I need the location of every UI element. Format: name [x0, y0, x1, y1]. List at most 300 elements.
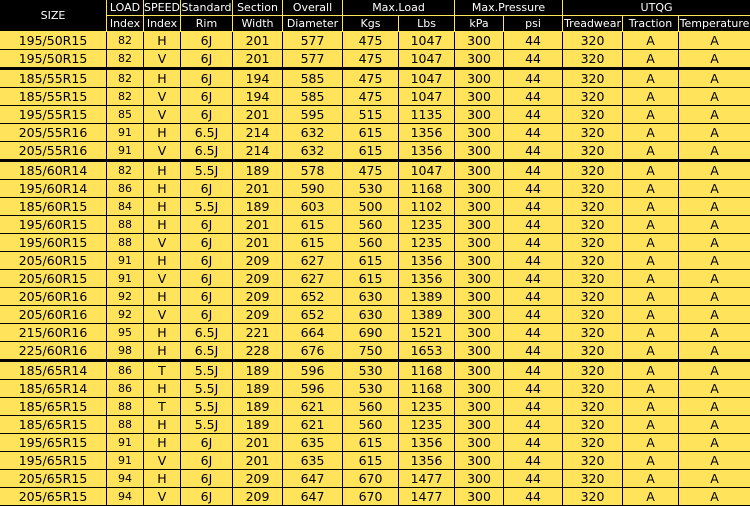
cell-load-index: 88: [107, 234, 144, 252]
cell-overall-diameter: 585: [283, 68, 343, 88]
cell-speed-index: V: [144, 50, 181, 68]
cell-size: 205/55R16: [0, 124, 107, 142]
cell-traction: A: [623, 470, 679, 488]
cell-load-index: 91: [107, 270, 144, 288]
cell-max-pressure-kpa: 300: [455, 50, 504, 68]
cell-max-load-kgs: 615: [343, 434, 399, 452]
cell-max-pressure-kpa: 300: [455, 106, 504, 124]
cell-max-pressure-kpa: 300: [455, 380, 504, 398]
table-row: [0, 142, 750, 160]
cell-size: 185/55R15: [0, 88, 107, 106]
cell-standard-rim: 6J: [181, 88, 233, 106]
cell-temperature: A: [679, 416, 750, 434]
table-row: [0, 68, 750, 88]
cell-size: 185/65R15: [0, 416, 107, 434]
cell-max-pressure-psi: 44: [504, 32, 563, 50]
cell-traction: A: [623, 398, 679, 416]
cell-max-load-lbs: 1047: [399, 32, 455, 50]
cell-traction: A: [623, 488, 679, 506]
cell-max-pressure-psi: 44: [504, 380, 563, 398]
cell-load-index: 84: [107, 198, 144, 216]
cell-standard-rim: 6.5J: [181, 324, 233, 342]
cell-max-pressure-kpa: 300: [455, 234, 504, 252]
cell-speed-index: H: [144, 252, 181, 270]
cell-speed-index: H: [144, 380, 181, 398]
cell-load-index: 85: [107, 106, 144, 124]
cell-traction: A: [623, 306, 679, 324]
cell-treadwear: 320: [563, 50, 623, 68]
cell-max-pressure-kpa: 300: [455, 252, 504, 270]
cell-standard-rim: 6J: [181, 216, 233, 234]
cell-treadwear: 320: [563, 488, 623, 506]
cell-overall-diameter: 596: [283, 360, 343, 380]
cell-temperature: A: [679, 380, 750, 398]
cell-size: 195/60R15: [0, 216, 107, 234]
cell-standard-rim: 6J: [181, 270, 233, 288]
cell-treadwear: 320: [563, 306, 623, 324]
cell-standard-rim: 5.5J: [181, 198, 233, 216]
cell-max-load-lbs: 1235: [399, 234, 455, 252]
cell-standard-rim: 6J: [181, 488, 233, 506]
cell-treadwear: 320: [563, 470, 623, 488]
cell-treadwear: 320: [563, 434, 623, 452]
cell-section-width: 209: [233, 288, 283, 306]
cell-max-pressure-kpa: 300: [455, 32, 504, 50]
cell-speed-index: V: [144, 106, 181, 124]
cell-temperature: A: [679, 270, 750, 288]
cell-max-pressure-kpa: 300: [455, 416, 504, 434]
table-row: [0, 198, 750, 216]
cell-max-load-lbs: 1653: [399, 342, 455, 360]
cell-overall-diameter: 647: [283, 470, 343, 488]
cell-temperature: A: [679, 288, 750, 306]
cell-speed-index: H: [144, 180, 181, 198]
cell-temperature: A: [679, 180, 750, 198]
cell-max-load-lbs: 1047: [399, 88, 455, 106]
cell-traction: A: [623, 160, 679, 180]
cell-max-load-lbs: 1047: [399, 160, 455, 180]
cell-temperature: A: [679, 88, 750, 106]
cell-max-load-kgs: 615: [343, 124, 399, 142]
cell-max-load-lbs: 1168: [399, 180, 455, 198]
cell-max-load-kgs: 615: [343, 452, 399, 470]
cell-max-pressure-psi: 44: [504, 50, 563, 68]
cell-max-load-lbs: 1047: [399, 50, 455, 68]
cell-max-pressure-kpa: 300: [455, 342, 504, 360]
cell-temperature: A: [679, 252, 750, 270]
cell-section-width: 209: [233, 470, 283, 488]
cell-max-pressure-psi: 44: [504, 198, 563, 216]
cell-overall-diameter: 635: [283, 452, 343, 470]
cell-max-pressure-psi: 44: [504, 324, 563, 342]
col-rim-subheader: Rim: [181, 16, 233, 32]
cell-standard-rim: 5.5J: [181, 380, 233, 398]
cell-temperature: A: [679, 488, 750, 506]
col-load-header: LOAD: [107, 0, 144, 16]
cell-temperature: A: [679, 306, 750, 324]
cell-max-load-kgs: 560: [343, 216, 399, 234]
cell-load-index: 82: [107, 160, 144, 180]
cell-size: 205/60R15: [0, 270, 107, 288]
cell-standard-rim: 6J: [181, 68, 233, 88]
cell-max-load-lbs: 1477: [399, 470, 455, 488]
cell-size: 195/60R15: [0, 234, 107, 252]
table-row: [0, 434, 750, 452]
cell-size: 195/50R15: [0, 50, 107, 68]
cell-standard-rim: 6J: [181, 288, 233, 306]
cell-load-index: 92: [107, 306, 144, 324]
cell-temperature: A: [679, 32, 750, 50]
cell-speed-index: V: [144, 270, 181, 288]
cell-overall-diameter: 603: [283, 198, 343, 216]
cell-max-load-kgs: 630: [343, 288, 399, 306]
cell-max-pressure-psi: 44: [504, 216, 563, 234]
cell-standard-rim: 6J: [181, 106, 233, 124]
col-rim-header: Standard: [181, 1, 232, 14]
cell-section-width: 201: [233, 452, 283, 470]
cell-treadwear: 320: [563, 416, 623, 434]
cell-max-load-kgs: 515: [343, 106, 399, 124]
col-utqg-header: UTQG: [563, 0, 750, 16]
cell-max-load-kgs: 670: [343, 488, 399, 506]
cell-size: 205/60R16: [0, 306, 107, 324]
cell-section-width: 189: [233, 160, 283, 180]
table-row: [0, 288, 750, 306]
cell-size: 205/60R16: [0, 288, 107, 306]
col-lbs-header: Lbs: [399, 16, 455, 32]
cell-traction: A: [623, 288, 679, 306]
cell-section-width: 201: [233, 216, 283, 234]
cell-section-width: 194: [233, 68, 283, 88]
cell-treadwear: 320: [563, 32, 623, 50]
cell-section-width: 221: [233, 324, 283, 342]
cell-overall-diameter: 595: [283, 106, 343, 124]
cell-traction: A: [623, 88, 679, 106]
cell-treadwear: 320: [563, 198, 623, 216]
cell-section-width: 189: [233, 398, 283, 416]
cell-max-load-kgs: 530: [343, 360, 399, 380]
cell-temperature: A: [679, 68, 750, 88]
cell-standard-rim: 6.5J: [181, 342, 233, 360]
table-row: [0, 106, 750, 124]
col-treadwear-header: Treadwear: [563, 16, 623, 32]
cell-max-pressure-psi: 44: [504, 270, 563, 288]
cell-max-pressure-psi: 44: [504, 142, 563, 160]
cell-size: 205/65R15: [0, 488, 107, 506]
cell-standard-rim: 6J: [181, 306, 233, 324]
cell-max-pressure-kpa: 300: [455, 142, 504, 160]
cell-max-pressure-psi: 44: [504, 68, 563, 88]
cell-size: 205/55R16: [0, 142, 107, 160]
cell-traction: A: [623, 324, 679, 342]
cell-treadwear: 320: [563, 68, 623, 88]
cell-load-index: 88: [107, 398, 144, 416]
table-row: [0, 324, 750, 342]
cell-max-pressure-kpa: 300: [455, 124, 504, 142]
cell-section-width: 201: [233, 180, 283, 198]
col-traction-header: Traction: [623, 16, 679, 32]
cell-standard-rim: 6.5J: [181, 142, 233, 160]
cell-standard-rim: 6J: [181, 452, 233, 470]
cell-max-load-lbs: 1356: [399, 452, 455, 470]
cell-load-index: 95: [107, 324, 144, 342]
cell-load-index: 86: [107, 380, 144, 398]
table-row: [0, 216, 750, 234]
cell-overall-diameter: 632: [283, 142, 343, 160]
table-row: [0, 470, 750, 488]
cell-treadwear: 320: [563, 160, 623, 180]
cell-speed-index: T: [144, 360, 181, 380]
cell-standard-rim: 6J: [181, 434, 233, 452]
cell-section-width: 209: [233, 252, 283, 270]
cell-load-index: 91: [107, 434, 144, 452]
cell-traction: A: [623, 252, 679, 270]
cell-size: 205/60R15: [0, 252, 107, 270]
cell-max-load-lbs: 1356: [399, 252, 455, 270]
cell-max-load-kgs: 475: [343, 32, 399, 50]
col-psi-header: psi: [504, 16, 563, 32]
cell-max-pressure-psi: 44: [504, 306, 563, 324]
cell-overall-diameter: 596: [283, 380, 343, 398]
cell-traction: A: [623, 50, 679, 68]
cell-size: 185/65R15: [0, 398, 107, 416]
cell-size: 195/50R15: [0, 32, 107, 50]
cell-max-pressure-kpa: 300: [455, 68, 504, 88]
cell-overall-diameter: 632: [283, 124, 343, 142]
cell-max-load-lbs: 1356: [399, 142, 455, 160]
cell-temperature: A: [679, 234, 750, 252]
cell-section-width: 201: [233, 234, 283, 252]
col-speed-subheader: Index: [144, 16, 181, 32]
cell-max-load-lbs: 1135: [399, 106, 455, 124]
cell-max-pressure-psi: 44: [504, 398, 563, 416]
cell-max-load-lbs: 1235: [399, 398, 455, 416]
cell-standard-rim: 6J: [181, 252, 233, 270]
cell-overall-diameter: 577: [283, 32, 343, 50]
cell-max-load-kgs: 615: [343, 270, 399, 288]
col-maxload-header: Max.Load: [343, 0, 455, 16]
cell-max-pressure-psi: 44: [504, 88, 563, 106]
cell-standard-rim: 6.5J: [181, 124, 233, 142]
cell-traction: A: [623, 216, 679, 234]
cell-max-pressure-kpa: 300: [455, 452, 504, 470]
cell-overall-diameter: 590: [283, 180, 343, 198]
cell-section-width: 189: [233, 416, 283, 434]
cell-max-pressure-psi: 44: [504, 124, 563, 142]
table-row: [0, 452, 750, 470]
cell-max-load-lbs: 1235: [399, 216, 455, 234]
table-row: [0, 342, 750, 360]
cell-max-load-lbs: 1356: [399, 270, 455, 288]
table-row: [0, 252, 750, 270]
cell-max-pressure-psi: 44: [504, 452, 563, 470]
cell-size: 185/65R14: [0, 360, 107, 380]
cell-treadwear: 320: [563, 88, 623, 106]
cell-max-load-kgs: 615: [343, 252, 399, 270]
cell-max-pressure-psi: 44: [504, 288, 563, 306]
cell-overall-diameter: 585: [283, 88, 343, 106]
cell-max-pressure-kpa: 300: [455, 198, 504, 216]
table-row: [0, 306, 750, 324]
cell-max-pressure-kpa: 300: [455, 160, 504, 180]
cell-traction: A: [623, 68, 679, 88]
cell-treadwear: 320: [563, 398, 623, 416]
cell-overall-diameter: 627: [283, 270, 343, 288]
cell-max-load-kgs: 670: [343, 470, 399, 488]
col-width-header: Section: [233, 0, 283, 16]
cell-speed-index: V: [144, 488, 181, 506]
cell-section-width: 189: [233, 360, 283, 380]
cell-section-width: 209: [233, 306, 283, 324]
table-row: [0, 32, 750, 50]
cell-speed-index: V: [144, 452, 181, 470]
cell-traction: A: [623, 380, 679, 398]
cell-max-load-lbs: 1389: [399, 306, 455, 324]
cell-temperature: A: [679, 198, 750, 216]
cell-standard-rim: 5.5J: [181, 360, 233, 380]
cell-max-load-kgs: 750: [343, 342, 399, 360]
cell-size: 195/65R15: [0, 434, 107, 452]
cell-max-pressure-kpa: 300: [455, 88, 504, 106]
cell-overall-diameter: 664: [283, 324, 343, 342]
cell-max-pressure-kpa: 300: [455, 398, 504, 416]
cell-traction: A: [623, 180, 679, 198]
cell-speed-index: H: [144, 68, 181, 88]
table-row: [0, 160, 750, 180]
col-kgs-header: Kgs: [343, 16, 399, 32]
cell-size: 195/60R14: [0, 180, 107, 198]
col-maxpressure-header: Max.Pressure: [455, 0, 563, 16]
cell-max-pressure-kpa: 300: [455, 180, 504, 198]
cell-treadwear: 320: [563, 142, 623, 160]
cell-traction: A: [623, 342, 679, 360]
cell-treadwear: 320: [563, 270, 623, 288]
table-row: [0, 398, 750, 416]
cell-load-index: 82: [107, 32, 144, 50]
cell-overall-diameter: 621: [283, 398, 343, 416]
cell-overall-diameter: 577: [283, 50, 343, 68]
cell-load-index: 91: [107, 252, 144, 270]
cell-max-pressure-kpa: 300: [455, 306, 504, 324]
cell-max-pressure-kpa: 300: [455, 360, 504, 380]
cell-treadwear: 320: [563, 124, 623, 142]
col-diameter-header: Overall: [283, 0, 343, 16]
cell-load-index: 88: [107, 216, 144, 234]
cell-standard-rim: 5.5J: [181, 416, 233, 434]
cell-traction: A: [623, 32, 679, 50]
table-row: [0, 50, 750, 68]
cell-section-width: 189: [233, 380, 283, 398]
cell-load-index: 91: [107, 452, 144, 470]
cell-traction: A: [623, 142, 679, 160]
cell-max-pressure-kpa: 300: [455, 324, 504, 342]
table-row: [0, 416, 750, 434]
cell-temperature: A: [679, 142, 750, 160]
cell-size: 195/65R15: [0, 452, 107, 470]
cell-speed-index: V: [144, 234, 181, 252]
cell-size: 185/65R14: [0, 380, 107, 398]
cell-overall-diameter: 647: [283, 488, 343, 506]
cell-section-width: 201: [233, 106, 283, 124]
cell-max-pressure-psi: 44: [504, 106, 563, 124]
cell-treadwear: 320: [563, 234, 623, 252]
cell-load-index: 94: [107, 488, 144, 506]
cell-overall-diameter: 652: [283, 306, 343, 324]
cell-speed-index: H: [144, 124, 181, 142]
cell-size: 185/60R15: [0, 198, 107, 216]
cell-overall-diameter: 621: [283, 416, 343, 434]
cell-size: 185/55R15: [0, 68, 107, 88]
cell-standard-rim: 6J: [181, 180, 233, 198]
cell-temperature: A: [679, 452, 750, 470]
cell-load-index: 88: [107, 416, 144, 434]
cell-max-load-lbs: 1235: [399, 416, 455, 434]
cell-load-index: 86: [107, 180, 144, 198]
cell-treadwear: 320: [563, 342, 623, 360]
cell-max-pressure-psi: 44: [504, 252, 563, 270]
cell-speed-index: T: [144, 398, 181, 416]
cell-max-load-kgs: 475: [343, 160, 399, 180]
cell-max-load-kgs: 475: [343, 50, 399, 68]
cell-max-pressure-kpa: 300: [455, 288, 504, 306]
cell-temperature: A: [679, 342, 750, 360]
cell-max-pressure-psi: 44: [504, 234, 563, 252]
cell-max-load-kgs: 530: [343, 380, 399, 398]
cell-temperature: A: [679, 50, 750, 68]
table-row: [0, 270, 750, 288]
cell-temperature: A: [679, 360, 750, 380]
cell-max-pressure-psi: 44: [504, 470, 563, 488]
cell-temperature: A: [679, 470, 750, 488]
cell-max-load-kgs: 560: [343, 234, 399, 252]
cell-max-pressure-psi: 44: [504, 180, 563, 198]
cell-speed-index: H: [144, 324, 181, 342]
cell-speed-index: V: [144, 306, 181, 324]
table-header: [0, 0, 750, 32]
cell-traction: A: [623, 270, 679, 288]
cell-treadwear: 320: [563, 288, 623, 306]
cell-max-load-kgs: 500: [343, 198, 399, 216]
cell-treadwear: 320: [563, 252, 623, 270]
cell-traction: A: [623, 106, 679, 124]
cell-standard-rim: 6J: [181, 470, 233, 488]
table-row: [0, 380, 750, 398]
cell-traction: A: [623, 416, 679, 434]
cell-treadwear: 320: [563, 452, 623, 470]
cell-treadwear: 320: [563, 324, 623, 342]
cell-overall-diameter: 615: [283, 234, 343, 252]
cell-section-width: 189: [233, 198, 283, 216]
cell-standard-rim: 5.5J: [181, 398, 233, 416]
cell-max-pressure-kpa: 300: [455, 488, 504, 506]
cell-speed-index: H: [144, 160, 181, 180]
cell-temperature: A: [679, 398, 750, 416]
cell-temperature: A: [679, 124, 750, 142]
cell-max-load-kgs: 630: [343, 306, 399, 324]
cell-max-pressure-psi: 44: [504, 488, 563, 506]
cell-temperature: A: [679, 434, 750, 452]
cell-standard-rim: 5.5J: [181, 160, 233, 180]
cell-standard-rim: 6J: [181, 234, 233, 252]
cell-load-index: 94: [107, 470, 144, 488]
cell-traction: A: [623, 234, 679, 252]
table-row: [0, 488, 750, 506]
cell-max-pressure-psi: 44: [504, 416, 563, 434]
cell-traction: A: [623, 360, 679, 380]
cell-max-load-kgs: 530: [343, 180, 399, 198]
cell-max-load-kgs: 560: [343, 398, 399, 416]
cell-treadwear: 320: [563, 216, 623, 234]
